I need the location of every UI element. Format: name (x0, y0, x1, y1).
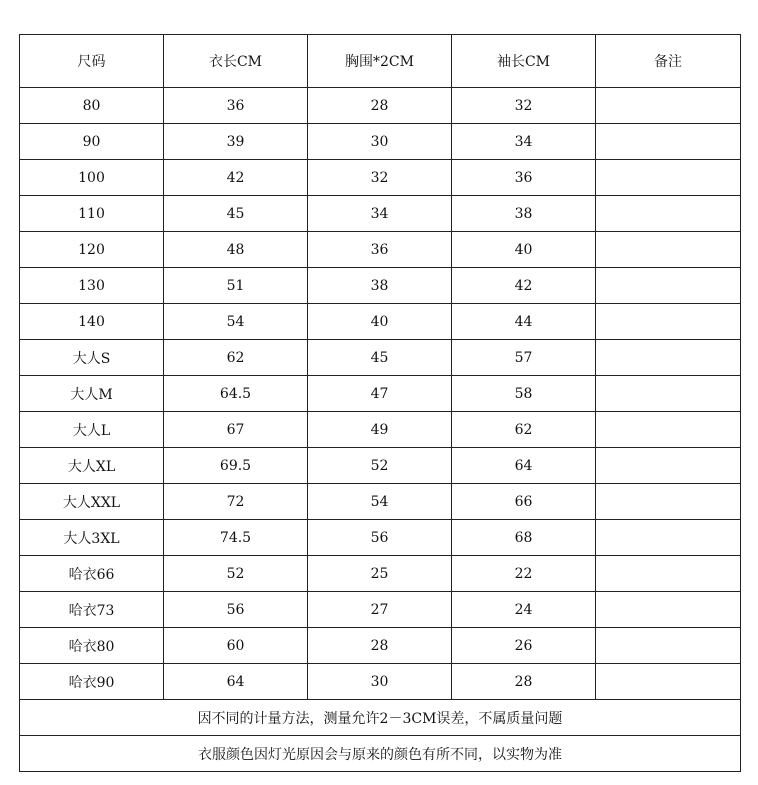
table-row (20, 520, 741, 556)
cell-size: 130 (20, 268, 164, 304)
cell-size: 140 (20, 304, 164, 340)
cell-size: 哈衣80 (20, 628, 164, 664)
cell-sleeve: 42 (452, 268, 596, 304)
cell-sleeve: 36 (452, 160, 596, 196)
cell-length: 62 (164, 340, 308, 376)
cell-remark (596, 412, 741, 448)
note-measurement: 因不同的计量方法，测量允许2－3CM误差，不属质量问题 (20, 700, 741, 736)
table-row (20, 484, 741, 520)
cell-size: 大人3XL (20, 520, 164, 556)
cell-length: 69.5 (164, 448, 308, 484)
cell-remark (596, 88, 741, 124)
header-row (20, 35, 741, 88)
size-chart-table (19, 34, 741, 772)
cell-size: 大人XXL (20, 484, 164, 520)
cell-chest: 52 (308, 448, 452, 484)
cell-size: 大人S (20, 340, 164, 376)
cell-remark (596, 484, 741, 520)
cell-length: 36 (164, 88, 308, 124)
cell-length: 52 (164, 556, 308, 592)
table-body (20, 88, 741, 700)
cell-remark (596, 232, 741, 268)
table-row (20, 88, 741, 124)
cell-remark (596, 628, 741, 664)
cell-size: 哈衣73 (20, 592, 164, 628)
cell-sleeve: 62 (452, 412, 596, 448)
cell-size: 100 (20, 160, 164, 196)
header-sleeve: 袖长CM (452, 35, 596, 88)
cell-length: 54 (164, 304, 308, 340)
cell-chest: 47 (308, 376, 452, 412)
cell-chest: 30 (308, 124, 452, 160)
cell-sleeve: 44 (452, 304, 596, 340)
cell-sleeve: 66 (452, 484, 596, 520)
cell-length: 39 (164, 124, 308, 160)
cell-sleeve: 38 (452, 196, 596, 232)
cell-length: 72 (164, 484, 308, 520)
cell-size: 哈衣90 (20, 664, 164, 700)
cell-remark (596, 520, 741, 556)
cell-chest: 30 (308, 664, 452, 700)
cell-remark (596, 124, 741, 160)
table-row (20, 592, 741, 628)
cell-size: 110 (20, 196, 164, 232)
cell-chest: 34 (308, 196, 452, 232)
table-row (20, 340, 741, 376)
cell-chest: 28 (308, 628, 452, 664)
cell-remark (596, 448, 741, 484)
table-row (20, 196, 741, 232)
cell-remark (596, 340, 741, 376)
cell-size: 大人L (20, 412, 164, 448)
cell-chest: 36 (308, 232, 452, 268)
table-row (20, 304, 741, 340)
cell-chest: 45 (308, 340, 452, 376)
cell-sleeve: 64 (452, 448, 596, 484)
cell-sleeve: 28 (452, 664, 596, 700)
cell-size: 120 (20, 232, 164, 268)
cell-size: 大人M (20, 376, 164, 412)
header-chest: 胸围*2CM (308, 35, 452, 88)
cell-sleeve: 26 (452, 628, 596, 664)
cell-sleeve: 34 (452, 124, 596, 160)
cell-size: 哈衣66 (20, 556, 164, 592)
cell-size: 大人XL (20, 448, 164, 484)
cell-chest: 56 (308, 520, 452, 556)
table-row (20, 412, 741, 448)
cell-chest: 54 (308, 484, 452, 520)
note-row (20, 736, 741, 772)
table-row (20, 124, 741, 160)
cell-chest: 25 (308, 556, 452, 592)
table-row (20, 376, 741, 412)
cell-length: 42 (164, 160, 308, 196)
cell-chest: 49 (308, 412, 452, 448)
table-row (20, 160, 741, 196)
cell-sleeve: 24 (452, 592, 596, 628)
cell-length: 60 (164, 628, 308, 664)
cell-sleeve: 32 (452, 88, 596, 124)
cell-remark (596, 160, 741, 196)
table-row (20, 556, 741, 592)
cell-sleeve: 68 (452, 520, 596, 556)
cell-length: 64 (164, 664, 308, 700)
cell-sleeve: 22 (452, 556, 596, 592)
cell-remark (596, 556, 741, 592)
header-length: 衣长CM (164, 35, 308, 88)
cell-chest: 32 (308, 160, 452, 196)
table-row (20, 664, 741, 700)
header-size: 尺码 (20, 35, 164, 88)
cell-length: 48 (164, 232, 308, 268)
table-row (20, 232, 741, 268)
cell-size: 90 (20, 124, 164, 160)
cell-chest: 40 (308, 304, 452, 340)
cell-remark (596, 376, 741, 412)
table-row (20, 268, 741, 304)
cell-remark (596, 592, 741, 628)
cell-remark (596, 268, 741, 304)
cell-size: 80 (20, 88, 164, 124)
cell-remark (596, 664, 741, 700)
cell-chest: 28 (308, 88, 452, 124)
cell-length: 51 (164, 268, 308, 304)
note-row (20, 700, 741, 736)
header-remark: 备注 (596, 35, 741, 88)
cell-sleeve: 40 (452, 232, 596, 268)
cell-sleeve: 58 (452, 376, 596, 412)
cell-remark (596, 196, 741, 232)
cell-length: 64.5 (164, 376, 308, 412)
note-color: 衣服颜色因灯光原因会与原来的颜色有所不同，以实物为准 (20, 736, 741, 772)
table-row (20, 448, 741, 484)
cell-length: 74.5 (164, 520, 308, 556)
cell-remark (596, 304, 741, 340)
cell-length: 45 (164, 196, 308, 232)
cell-chest: 27 (308, 592, 452, 628)
cell-sleeve: 57 (452, 340, 596, 376)
cell-length: 67 (164, 412, 308, 448)
table-row (20, 628, 741, 664)
cell-chest: 38 (308, 268, 452, 304)
cell-length: 56 (164, 592, 308, 628)
